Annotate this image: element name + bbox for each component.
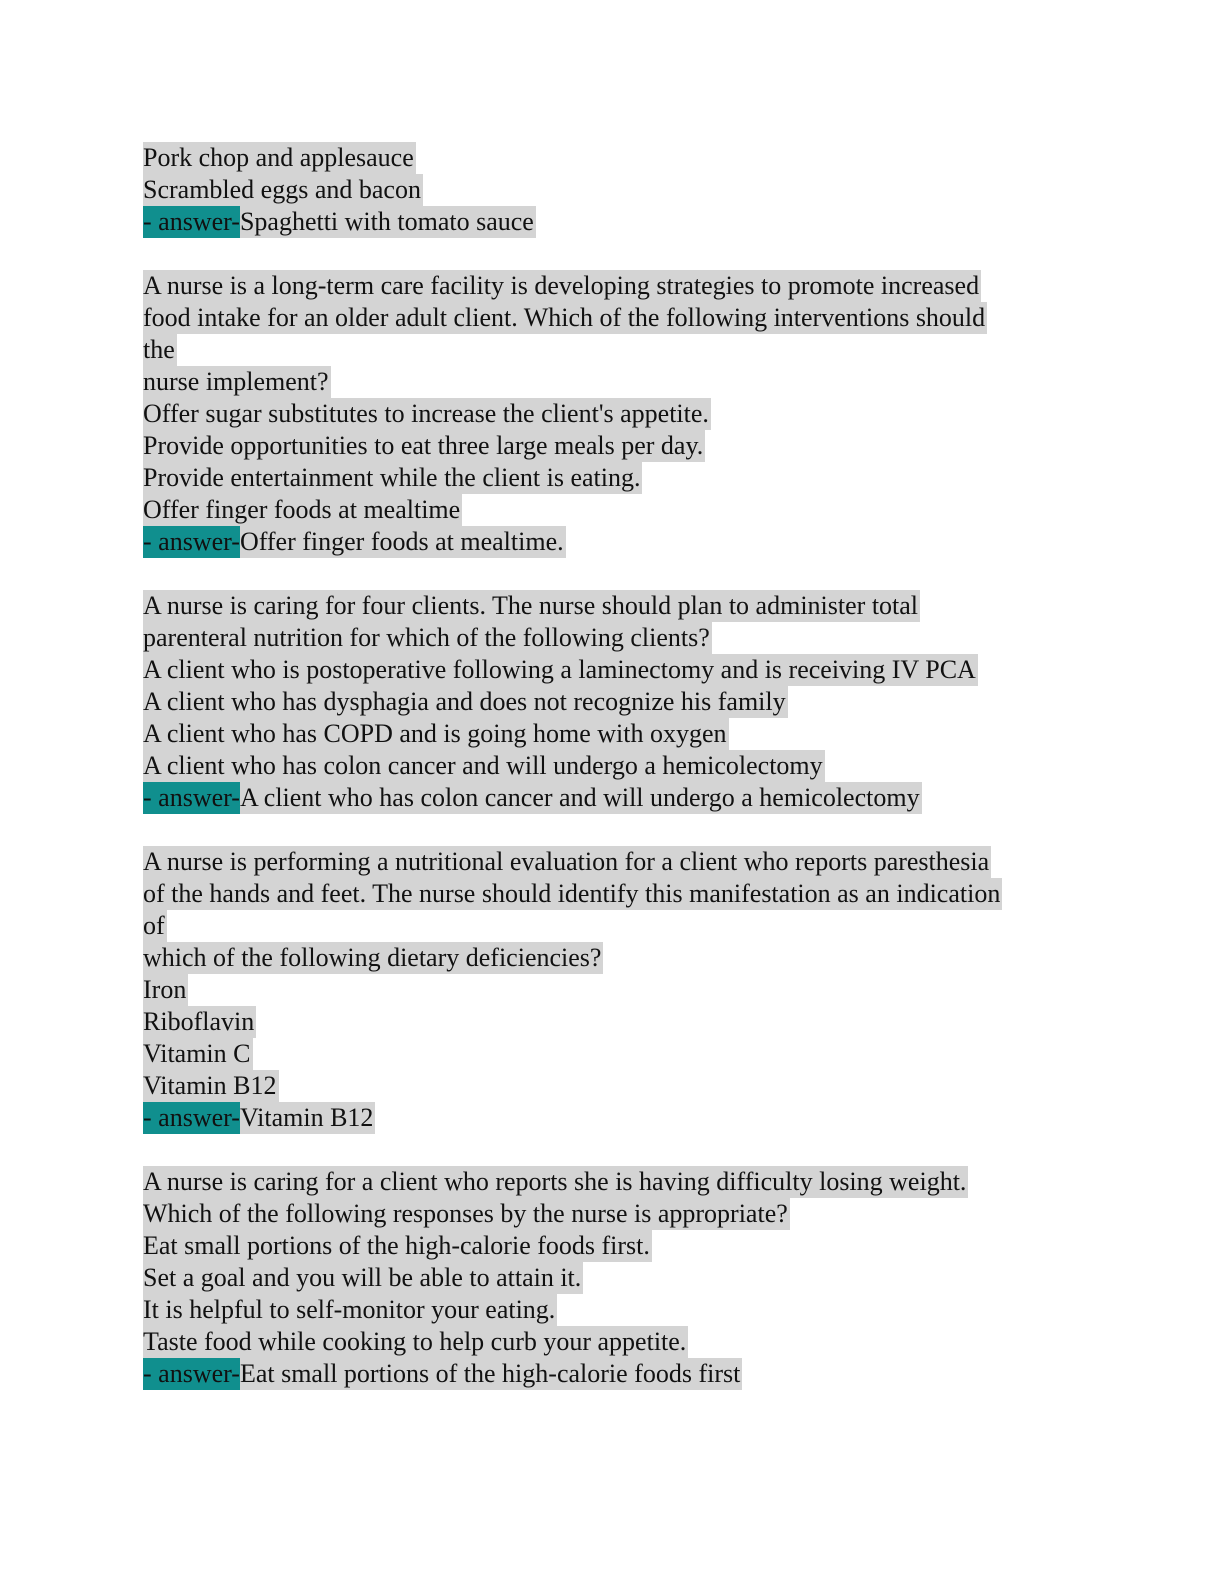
answer-text: Vitamin B12 <box>239 1103 374 1132</box>
option-line: Iron <box>143 975 187 1004</box>
option-line: Vitamin B12 <box>143 1071 277 1100</box>
question-line: which of the following dietary deficiencies? <box>143 943 602 972</box>
answer-line <box>143 1102 1083 1134</box>
option-line: Offer finger foods at mealtime <box>143 495 461 524</box>
answer-line <box>143 526 1083 558</box>
answer-prefix: - answer- <box>143 783 240 812</box>
answer-text: Offer finger foods at mealtime. <box>239 527 564 556</box>
answer-prefix: - answer- <box>143 1103 240 1132</box>
qa-block <box>143 590 1083 814</box>
document-page <box>143 142 1083 1390</box>
question-line: the <box>143 335 175 364</box>
option-line: Pork chop and applesauce <box>143 143 414 172</box>
option-line: Provide opportunities to eat three large meals per day. <box>143 431 704 460</box>
question-line: A nurse is a long-term care facility is developing strategies to promote increased <box>143 271 980 300</box>
option-line: Provide entertainment while the client is eating. <box>143 463 641 492</box>
answer-prefix: - answer- <box>143 527 240 556</box>
option-line: Eat small portions of the high-calorie foods first. <box>143 1231 650 1260</box>
option-line: Set a goal and you will be able to attain it. <box>143 1263 582 1292</box>
question-line: A nurse is caring for four clients. The nurse should plan to administer total <box>143 591 919 620</box>
answer-line <box>143 206 1083 238</box>
option-line: A client who is postoperative following a laminectomy and is receiving IV PCA <box>143 655 976 684</box>
option-line: Riboflavin <box>143 1007 255 1036</box>
question-line: A nurse is performing a nutritional evaluation for a client who reports paresthesia <box>143 847 990 876</box>
question-line: A nurse is caring for a client who reports she is having difficulty losing weight. <box>143 1167 967 1196</box>
question-line: Which of the following responses by the nurse is appropriate? <box>143 1199 788 1228</box>
answer-prefix: - answer- <box>143 207 240 236</box>
option-line: A client who has dysphagia and does not recognize his family <box>143 687 786 716</box>
answer-line <box>143 782 1083 814</box>
answer-prefix: - answer- <box>143 1359 240 1388</box>
answer-line <box>143 1358 1083 1390</box>
qa-block <box>143 846 1083 1134</box>
question-line: nurse implement? <box>143 367 329 396</box>
answer-text: Spaghetti with tomato sauce <box>239 207 534 236</box>
question-line: of the hands and feet. The nurse should identify this manifestation as an indication <box>143 879 1001 908</box>
option-line: Vitamin C <box>143 1039 251 1068</box>
qa-block <box>143 270 1083 558</box>
qa-block <box>143 142 1083 238</box>
answer-text: A client who has colon cancer and will undergo a hemicolectomy <box>239 783 920 812</box>
option-line: Scrambled eggs and bacon <box>143 175 421 204</box>
option-line: It is helpful to self-monitor your eating. <box>143 1295 556 1324</box>
question-line: of <box>143 911 165 940</box>
option-line: A client who has COPD and is going home with oxygen <box>143 719 727 748</box>
qa-block <box>143 1166 1083 1390</box>
answer-text: Eat small portions of the high-calorie foods first <box>239 1359 741 1388</box>
question-line: food intake for an older adult client. Which of the following interventions should <box>143 303 986 332</box>
option-line: Offer sugar substitutes to increase the client's appetite. <box>143 399 709 428</box>
option-line: Taste food while cooking to help curb your appetite. <box>143 1327 687 1356</box>
option-line: A client who has colon cancer and will undergo a hemicolectomy <box>143 751 823 780</box>
question-line: parenteral nutrition for which of the following clients? <box>143 623 710 652</box>
